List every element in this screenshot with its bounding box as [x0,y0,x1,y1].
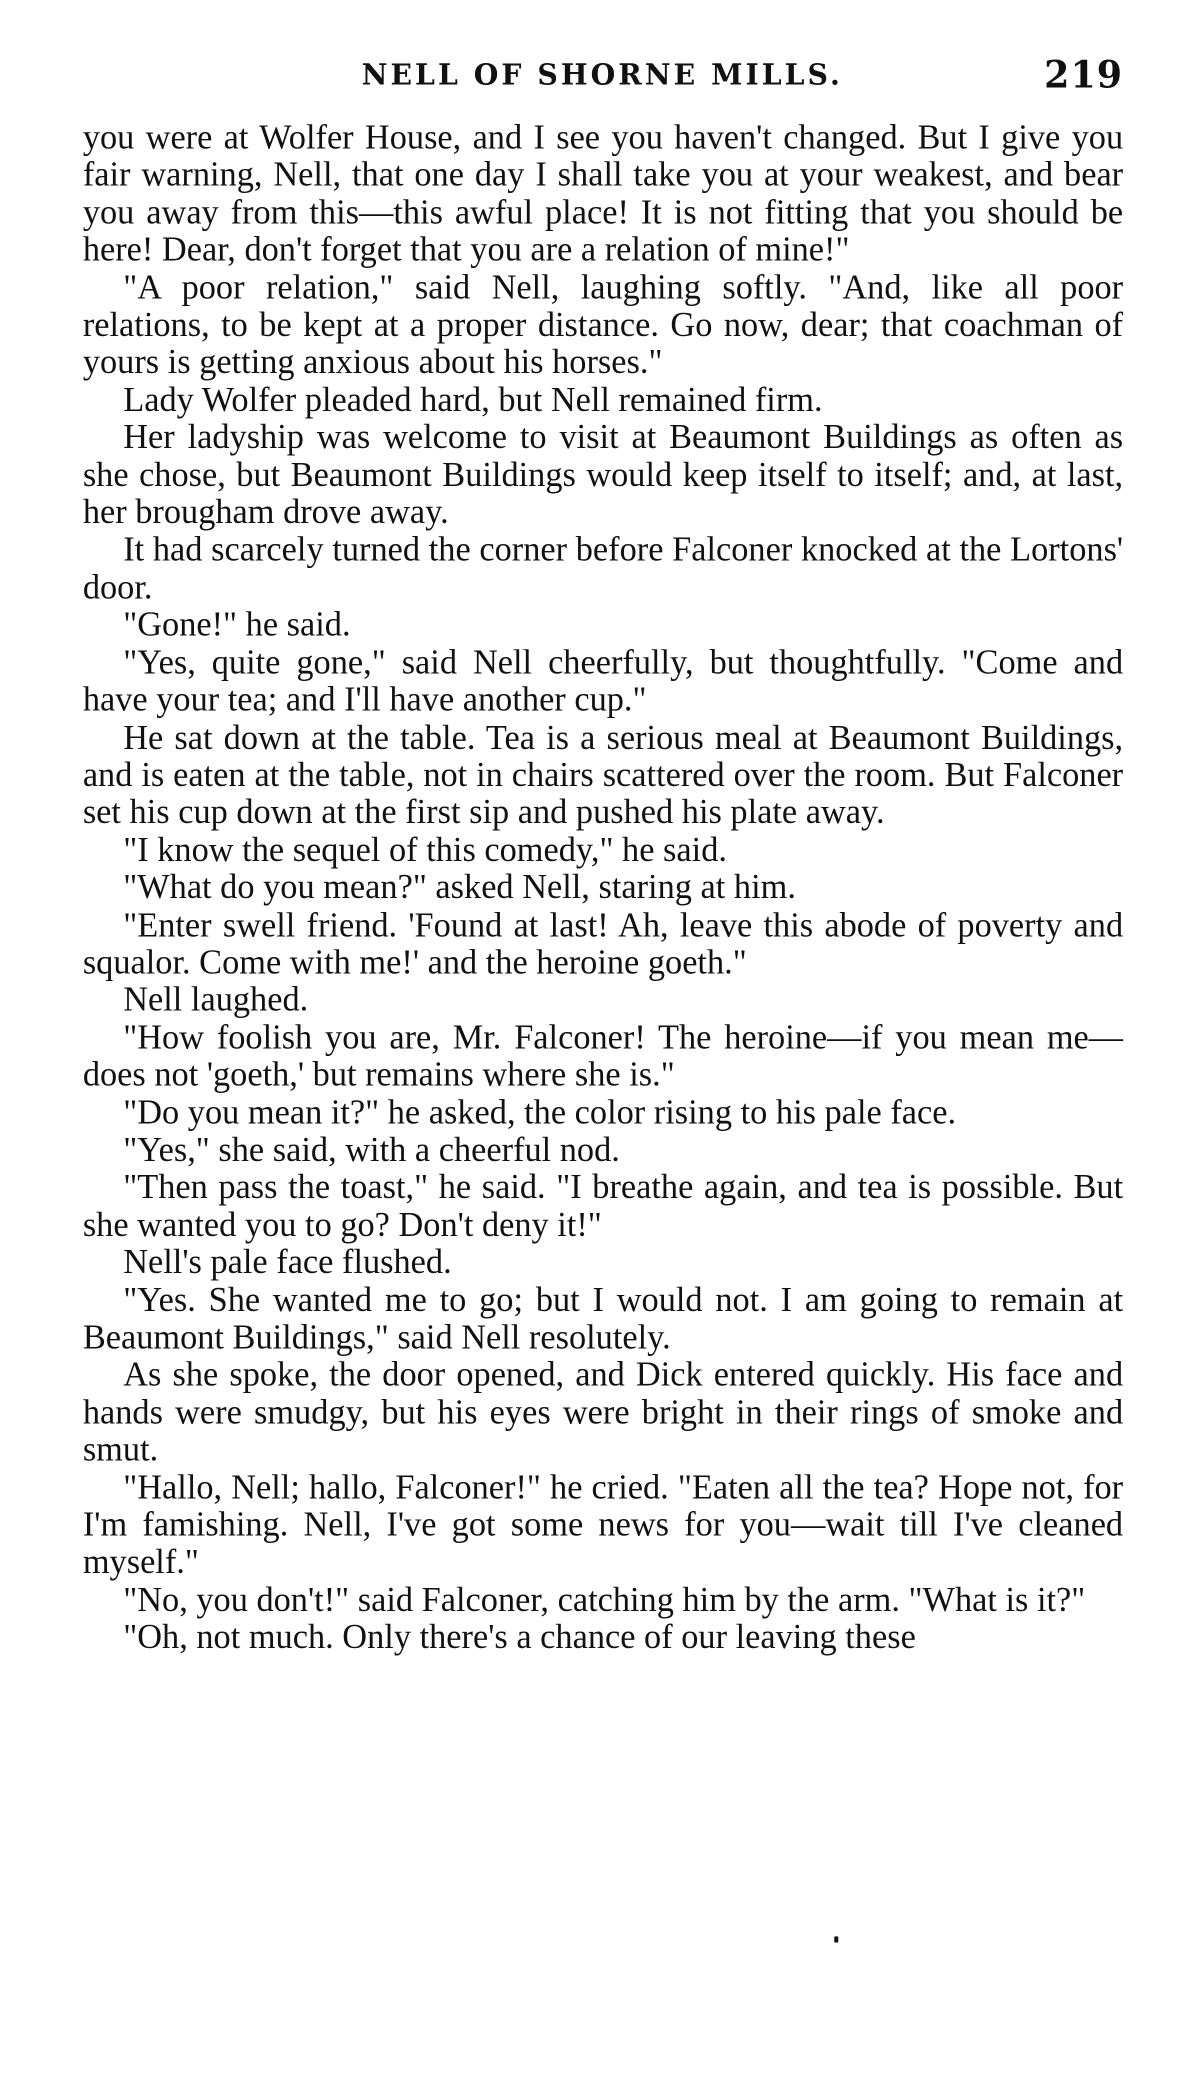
body-text [83,119,1123,1656]
paragraph: "Yes. She wanted me to go; but I would not. I am going to remain at Beaumont Buildings," said Nell resolutely. [82,1280,1124,1357]
paragraph: "I know the sequel of this comedy," he said. [123,830,727,870]
paragraph: "What do you mean?" asked Nell, staring at him. [123,868,796,907]
paragraph: "Gone!" he said. [123,605,351,645]
paragraph: "No, you don't!" said Falconer, catching him by the arm. "What is it?" [123,1580,1086,1619]
paragraph: He sat down at the table. Tea is a serious meal at Beaumont Buildings, and is eaten at the table, not in chairs scattered over the room. But Falconer set his cup down at the first sip and pushed his plate away. [82,718,1124,832]
paragraph: Nell laughed. [123,980,309,1020]
print-mark [834,1936,838,1942]
paragraph: "Oh, not much. Only there's a chance of our leaving these [123,1618,916,1657]
paragraph: "Enter swell friend. 'Found at last! Ah, leave this abode of poverty and squalor. Come with me!' and the heroine goeth." [82,905,1124,982]
paragraph: Her ladyship was welcome to visit at Beaumont Buildings as often as she chose, but Beaumont Buildings would keep itself to itself; and, at last, her brougham drove away. [82,418,1124,532]
paragraph: you were at Wolfer House, and I see you haven't changed. But I give you fair warning, Nell, that one day I shall take you at your weakest, and bear you away from this—this awful place! It is not fitting that you should be here! Dear, don't forget that you are a relation of mine!" [82,118,1124,270]
paragraph: "Then pass the toast," he said. "I breathe again, and tea is possible. But she wanted you to go? Don't deny it!" [82,1168,1124,1245]
paragraph: "A poor relation," said Nell, laughing softly. "And, like all poor relations, to be kept at a proper distance. Go now, dear; that coachman of yours is getting anxious about his horses." [82,268,1124,382]
paragraph: "Do you mean it?" he asked, the color rising to his pale face. [123,1093,957,1132]
paragraph: "Hallo, Nell; hallo, Falconer!" he cried. "Eaten all the tea? Hope not, for I'm famishing. Nell, I've got some news for you—wait till I've cleaned myself." [82,1468,1124,1582]
paragraph: "How foolish you are, Mr. Falconer! The heroine—if you mean me—does not 'goeth,' but remains where she is." [82,1018,1124,1095]
paragraph: "Yes," she said, with a cheerful nod. [123,1130,620,1170]
page-number: 219 [1044,53,1124,97]
paragraph: "Yes, quite gone," said Nell cheerfully, but thoughtfully. "Come and have your tea; and I'll have another cup." [82,643,1124,720]
page-header [83,53,1124,105]
paragraph: It had scarcely turned the corner before Falconer knocked at the Lortons' door. [82,530,1124,607]
paragraph: Nell's pale face flushed. [123,1243,452,1282]
paragraph: Lady Wolfer pleaded hard, but Nell remained firm. [123,380,823,420]
paragraph: As she spoke, the door opened, and Dick entered quickly. His face and hands were smudgy, but his eyes were bright in their rings of smoke and smut. [82,1355,1124,1470]
running-title: NELL OF SHORNE MILLS. [361,57,843,92]
